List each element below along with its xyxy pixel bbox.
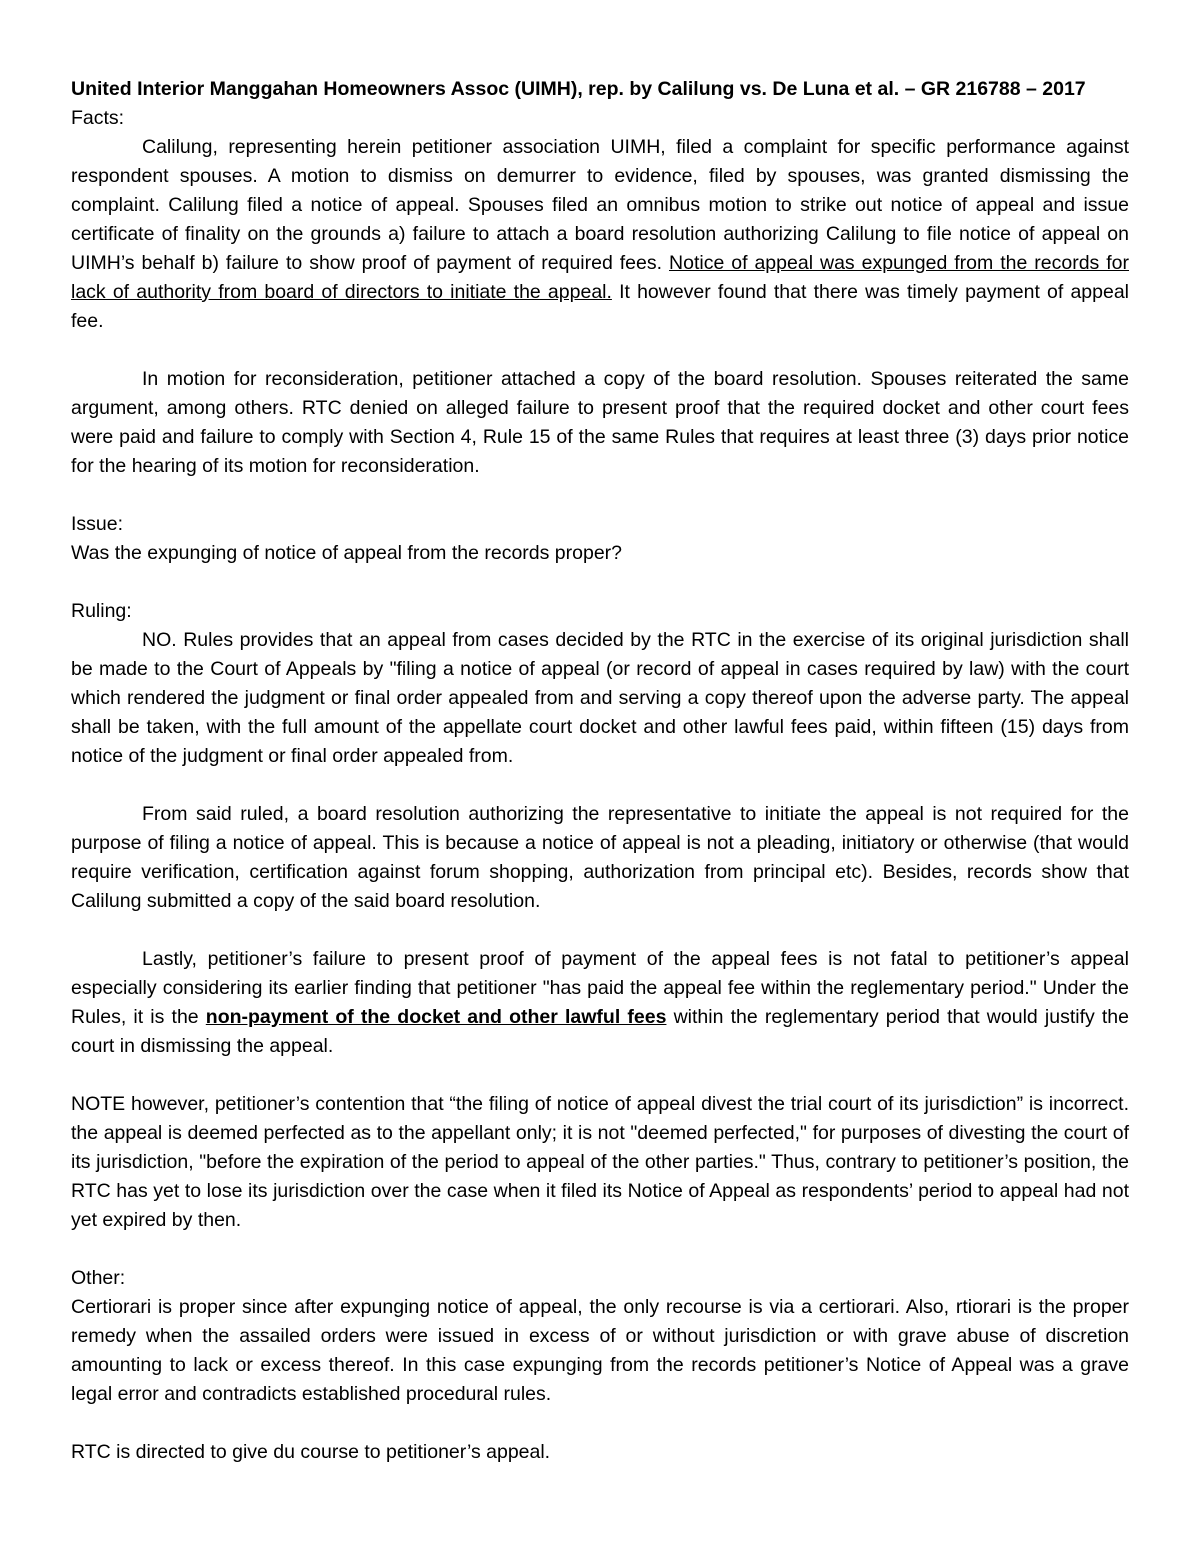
final-directive: RTC is directed to give du course to petitioner’s appeal. xyxy=(71,1441,551,1463)
ruling-paragraph-2: From said ruled, a board resolution authorizing the representative to initiate the appeal is not required for the purpose of filing a notice of appeal. This is because a notice of appeal is not a pleading, initiatory or otherwise (that would require verification, certification against forum shopping, authorization from principal etc). Besides, records show that Calilung submitted a copy of the said board resolution. xyxy=(71,803,1129,912)
issue-text: Was the expunging of notice of appeal from the records proper? xyxy=(71,542,623,564)
facts-paragraph-1 xyxy=(71,133,1129,336)
spacer xyxy=(71,771,1129,800)
spacer xyxy=(71,1409,1129,1438)
ruling-paragraph-3 xyxy=(71,945,1129,1061)
ruling-paragraph-1: NO. Rules provides that an appeal from cases decided by the RTC in the exercise of its original jurisdiction shall be made to the Court of Appeals by "filing a notice of appeal (or record of appeal in cases required by law) with the court which rendered the judgment or final order appealed from and serving a copy thereof upon the adverse party. The appeal shall be taken, with the full amount of the appellate court docket and other lawful fees paid, within fifteen (15) days from notice of the judgment or final order appealed from. xyxy=(71,629,1129,767)
spacer xyxy=(71,916,1129,945)
facts-text-b: It however found that there was timely payment of appeal fee. xyxy=(71,281,1130,332)
spacer xyxy=(71,336,1129,365)
facts-heading: Facts: xyxy=(71,107,125,129)
note-paragraph: NOTE however, petitioner’s contention that “the filing of notice of appeal divest the trial court of its jurisdiction” is incorrect. the appeal is deemed perfected as to the appellant only; it is not "deemed perfected," for purposes of divesting the court of its jurisdiction, "before the expiration of the period to appeal of the other parties." Thus, contrary to petitioner’s position, the RTC has yet to lose its jurisdiction over the case when it filed its Notice of Appeal as respondents’ period to appeal had not yet expired by then. xyxy=(71,1093,1129,1231)
ruling-emphasis-text: non-payment of the docket and other lawful fees xyxy=(205,1006,667,1028)
ruling-text-a: Lastly, petitioner’s failure to present proof of payment of the appeal fees is not fatal to petitioner’s appeal especially considering its earlier finding that petitioner "has paid the appeal fee within the reglementary period." Under the Rules, it is the xyxy=(71,948,1129,1028)
spacer xyxy=(71,1235,1129,1264)
other-heading: Other: xyxy=(71,1267,126,1289)
ruling-text-b: within the reglementary period that would justify the court in dismissing the appeal. xyxy=(71,1006,1129,1057)
issue-heading: Issue: xyxy=(71,513,124,535)
facts-text-a: Calilung, representing herein petitioner association UIMH, filed a complaint for specific performance against respondent spouses. A motion to dismiss on demurrer to evidence, filed by spouses, was granted dismissing the complaint. Calilung filed a notice of appeal. Spouses filed an omnibus motion to strike out notice of appeal and issue certificate of finality on the grounds a) failure to attach a board resolution authorizing Calilung to file notice of appeal on UIMH’s behalf b) failure to show proof of payment of required fees. xyxy=(71,136,1129,274)
spacer xyxy=(71,568,1129,597)
document-page xyxy=(71,75,1129,1467)
facts-underlined-text: Notice of appeal was expunged from the records for lack of authority from board of directors to initiate the appeal. xyxy=(71,252,1130,303)
ruling-heading: Ruling: xyxy=(71,600,132,622)
other-paragraph: Certiorari is proper since after expunging notice of appeal, the only recourse is via a certiorari. Also, rtiorari is the proper remedy when the assailed orders were issued in excess of or without jurisdiction or with grave abuse of discretion amounting to lack or excess thereof. In this case expunging from the records petitioner’s Notice of Appeal was a grave legal error and contradicts established procedural rules. xyxy=(71,1296,1129,1405)
spacer xyxy=(71,481,1129,510)
facts-paragraph-2: In motion for reconsideration, petitioner attached a copy of the board resolution. Spouses reiterated the same argument, among others. RTC denied on alleged failure to present proof that the required docket and other court fees were paid and failure to comply with Section 4, Rule 15 of the same Rules that requires at least three (3) days prior notice for the hearing of its motion for reconsideration. xyxy=(71,368,1129,477)
spacer xyxy=(71,1061,1129,1090)
case-title: United Interior Manggahan Homeowners Assoc (UIMH), rep. by Calilung vs. De Luna et al. – GR 216788 – 2017 xyxy=(71,78,1086,100)
